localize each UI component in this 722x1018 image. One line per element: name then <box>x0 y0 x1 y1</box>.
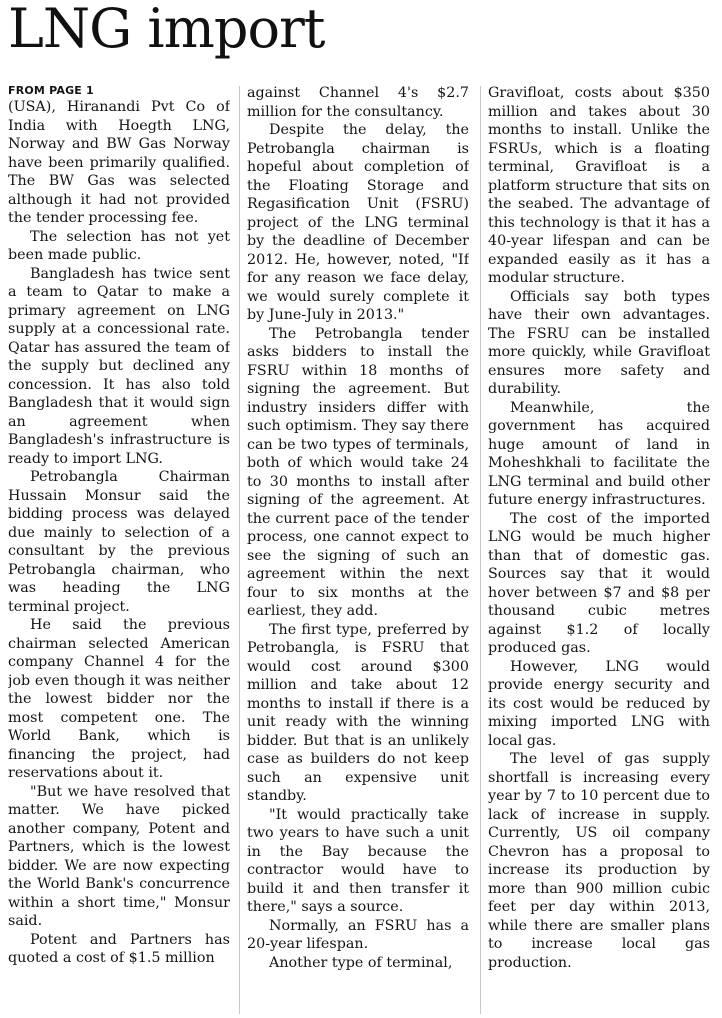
headline: LNG import <box>8 0 325 60</box>
paragraph: The Petrobangla tender asks bidders to install the FSRU within 18 months of signing the agreement. But industry insiders differ with such optimism. They say there can be two types of terminals, both of which would take 24 to 30 months to install after signing of the agreement. At the current pace of the tender process, one cannot expect to see the signing of such an agreement within the next four to six months at the earliest, they add. <box>247 325 469 619</box>
paragraph: Petrobangla Chairman Hussain Monsur said the bidding process was delayed due mainly to selection of a consultant by the previous Petrobangla chairman, who was heading the LNG terminal project. <box>8 469 230 615</box>
paragraph: Officials say both types have their own advantages. The FSRU can be installed more quickly, while Gravifloat ensures more safety and durability. <box>488 288 710 397</box>
paragraph: Potent and Partners has quoted a cost of $1.5 million <box>8 931 230 966</box>
article-column-1 <box>8 84 230 1014</box>
paragraph: Normally, an FSRU has a 20-year lifespan. <box>247 917 469 952</box>
paragraph: The level of gas supply shortfall is increasing every year by 7 to 10 percent due to lack of increase in supply. Currently, US oil company Chevron has a proposal to increase its production by more than 900 million cubic feet per day within 2013, while there are smaller plans to increase local gas production. <box>488 751 710 971</box>
paragraph: The selection has not yet been made public. <box>8 228 230 263</box>
paragraph: The cost of the imported LNG would be much higher than that of domestic gas. Sources say that it would hover between $7 and $8 per thousand cubic metres against $1.2 of locally produced gas. <box>488 510 710 656</box>
paragraph: against Channel 4's $2.7 million for the consultancy. <box>247 85 469 120</box>
paragraph: However, LNG would provide energy security and its cost would be reduced by mixing imported LNG with local gas. <box>488 658 710 749</box>
paragraph: "But we have resolved that matter. We have picked another company, Potent and Partners, which is the lowest bidder. We are now expecting the World Bank's concurrence within a short time," Monsur said. <box>8 783 230 929</box>
paragraph: Meanwhile, the government has acquired huge amount of land in Moheshkhali to facilitate the LNG terminal and build other future energy infrastructures. <box>488 399 710 508</box>
paragraph: Another type of terminal, <box>269 954 453 971</box>
paragraph: He said the previous chairman selected American company Channel 4 for the job even though it was neither the lowest bidder nor the most competent one. The World Bank, which is financing the project, had reservations about it. <box>8 617 230 781</box>
column-divider <box>239 86 240 1014</box>
paragraph: Despite the delay, the Petrobangla chairman is hopeful about completion of the Floating Storage and Regasification Unit (FSRU) project of the LNG terminal by the deadline of December 2012. He, however, noted, "If for any reason we face delay, we would surely complete it by June-July in 2013." <box>247 122 469 323</box>
paragraph: "It would practically take two years to have such a unit in the Bay because the contractor would have to build it and then transfer it there," says a source. <box>247 806 469 915</box>
paragraph: The first type, preferred by Petrobangla, is FSRU that would cost around $300 million and take about 12 months to install if there is a unit ready with the winning bidder. But that is an unlikely case as builders do not keep such an expensive unit standby. <box>247 621 469 804</box>
paragraph: Gravifloat, costs about $350 million and takes about 30 months to install. Unlike the FSRUs, which is a floating terminal, Gravifloat is a platform structure that sits on the seabed. The advantage of this technology is that it has a 40-year lifespan and can be expanded easily as it has a modular structure. <box>488 85 710 286</box>
continuation-kicker: FROM PAGE 1 <box>8 84 94 97</box>
article-column-2 <box>247 84 469 1014</box>
column-divider <box>480 86 481 1014</box>
paragraph: (USA), Hiranandi Pvt Co of India with Hoegth LNG, Norway and BW Gas Norway have been primarily qualified. The BW Gas was selected although it had not provided the tender processing fee. <box>8 99 230 226</box>
article-column-3 <box>488 84 710 1014</box>
paragraph: Bangladesh has twice sent a team to Qatar to make a primary agreement on LNG supply at a concessional rate. Qatar has assured the team of the supply but declined any concession. It has also told Bangladesh that it would sign an agreement when Bangladesh's infrastructure is ready to import LNG. <box>8 265 230 467</box>
